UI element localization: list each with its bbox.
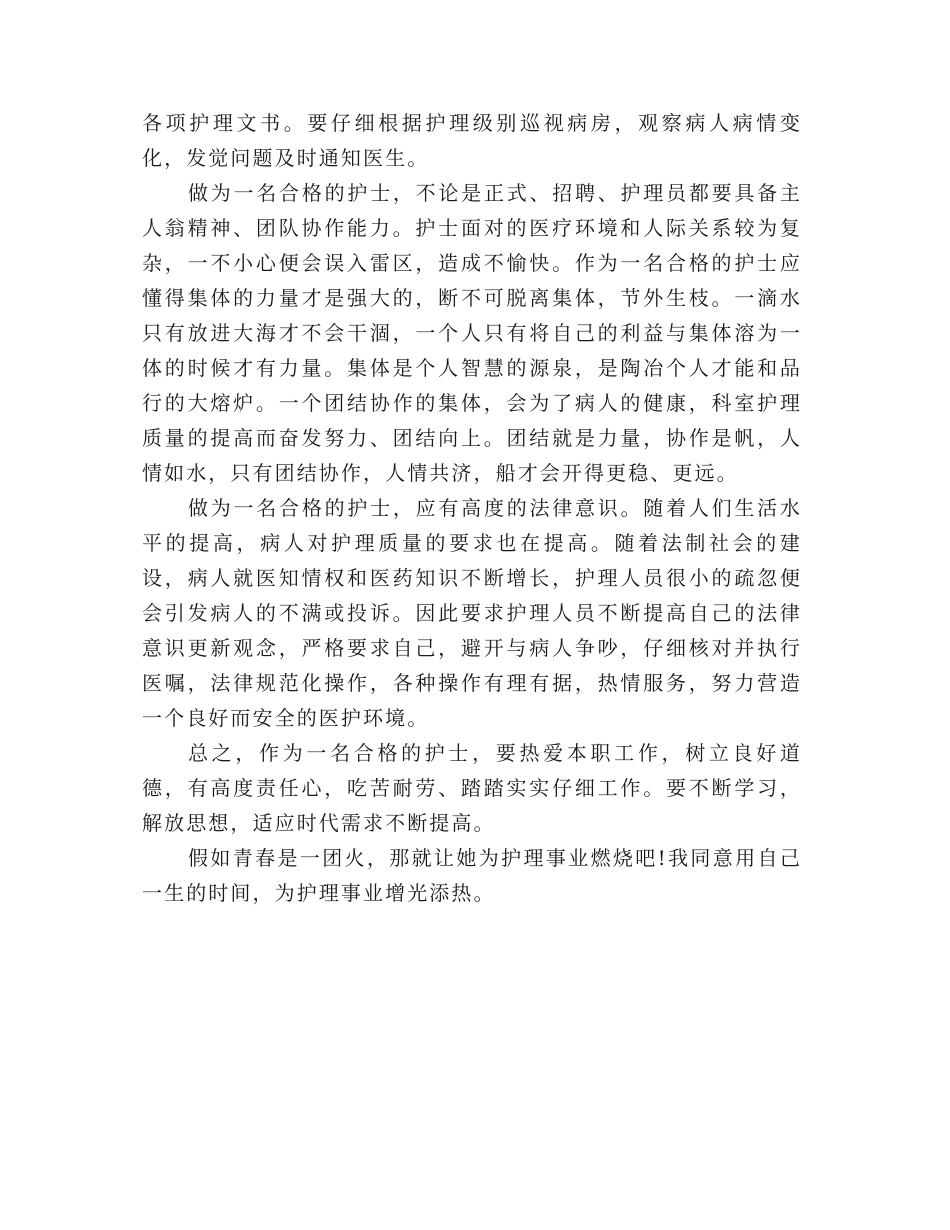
document-body (142, 106, 802, 911)
paragraph-closing: 假如青春是一团火，那就让她为护理事业燃烧吧!我同意用自己一生的时间，为护理事业增光添热。 (142, 846, 802, 905)
paragraph-teamwork: 做为一名合格的护士，不论是正式、招聘、护理员都要具备主人翁精神、团队协作能力。护士面对的医疗环境和人际关系较为复杂，一不小心便会误入雷区，造成不愉快。作为一名合格的护士应懂得集体的力量才是强大的，断不可脱离集体，节外生枝。一滴水只有放进大海才不会干涸，一个人只有将自己的利益与集体溶为一体的时候才有力量。集体是个人智慧的源泉，是陶冶个人才能和品行的大熔炉。一个团结协作的集体，会为了病人的健康，科室护理质量的提高而奋发努力、团结向上。团结就是力量，协作是帆，人情如水，只有团结协作，人情共济，船才会开得更稳、更远。 (142, 181, 802, 485)
paragraph-continuation: 各项护理文书。要仔细根据护理级别巡视病房，观察病人病情变化，发觉问题及时通知医生。 (142, 111, 802, 170)
paragraph-summary: 总之，作为一名合格的护士，要热爱本职工作，树立良好道德，有高度责任心，吃苦耐劳、踏踏实实仔细工作。要不断学习，解放思想，适应时代需求不断提高。 (142, 741, 802, 835)
paragraph-legal-awareness: 做为一名合格的护士，应有高度的法律意识。随着人们生活水平的提高，病人对护理质量的要求也在提高。随着法制社会的建设，病人就医知情权和医药知识不断增长，护理人员很小的疏忽便会引发病人的不满或投诉。因此要求护理人员不断提高自己的法律意识更新观念，严格要求自己，避开与病人争吵，仔细核对并执行医嘱，法律规范化操作，各种操作有理有据，热情服务，努力营造一个良好而安全的医护环境。 (142, 496, 802, 730)
